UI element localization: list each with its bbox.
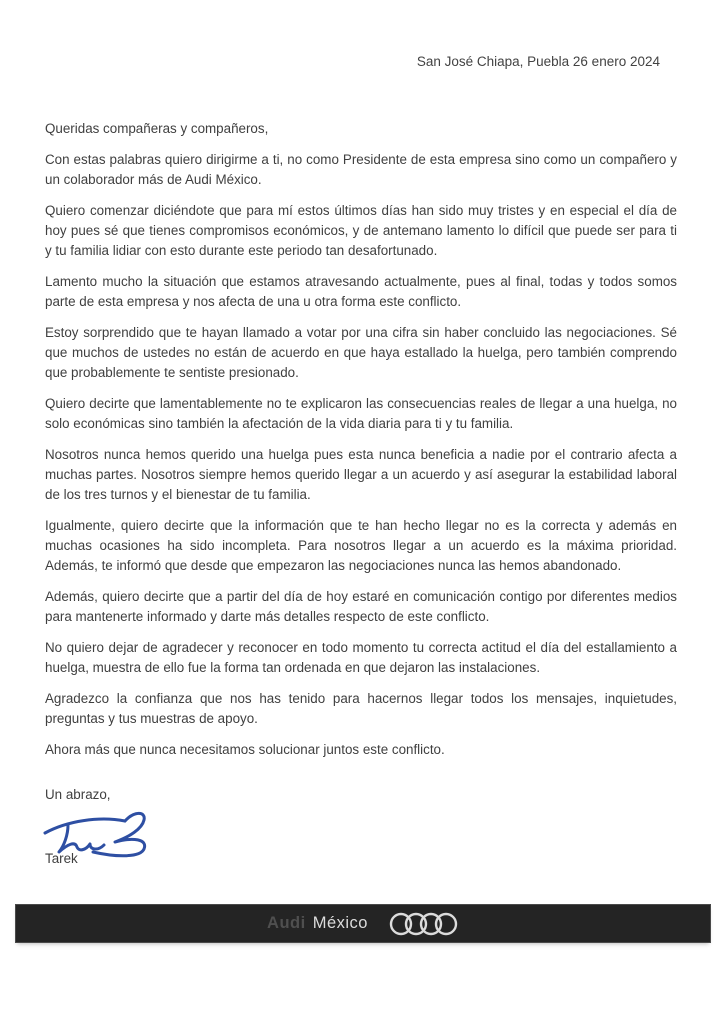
- dateline: San José Chiapa, Puebla 26 enero 2024: [416, 54, 660, 69]
- letter-paragraph: Quiero comenzar diciéndote que para mí estos últimos días han sido muy tristes y en especial el día de hoy pues sé que tienes compromisos económicos, y de antemano lamento lo difícil que puede ser para ti y tu familia lidiar con esto durante este periodo tan desafortunado.: [45, 203, 677, 258]
- footer-brand-bar: [15, 904, 711, 943]
- closing: Un abrazo,: [45, 787, 111, 802]
- letter-paragraph: Ahora más que nunca necesitamos solucionar juntos este conflicto.: [45, 742, 445, 757]
- letter-paragraph: Agradezco la confianza que nos has tenido para hacernos llegar todos los mensajes, inquietudes, preguntas y tus muestras de apoyo.: [45, 691, 677, 726]
- letter-paragraph: No quiero dejar de agradecer y reconocer en todo momento tu correcta actitud el día del estallamiento a huelga, muestra de ello fue la forma tan ordenada en que dejaron las instalaciones.: [45, 640, 677, 675]
- signature-graphic: [41, 806, 677, 854]
- signer-name: Tarek: [45, 851, 78, 866]
- salutation: Queridas compañeras y compañeros,: [45, 121, 269, 136]
- letter-paragraph: Lamento mucho la situación que estamos atravesando actualmente, pues al final, todas y todos somos parte de esta empresa y nos afecta de una u otra forma este conflicto.: [45, 274, 677, 309]
- letter-paragraph: Estoy sorprendido que te hayan llamado a votar por una cifra sin haber concluido las negociaciones. Sé que muchos de ustedes no están de acuerdo en que haya estallado la huelga, pero también comprendo que probablemente te sentiste presionado.: [45, 325, 677, 380]
- letter-content: [45, 0, 677, 869]
- letter-paragraph: Igualmente, quiero decirte que la información que te han hecho llegar no es la correcta y además en muchas ocasiones ha sido incompleta. Para nosotros llegar a un acuerdo es la máxima prioridad. Además, te informó que desde que empezaron las negociaciones nunca las hemos abandonado.: [45, 518, 677, 573]
- letter-paragraph: Nosotros nunca hemos querido una huelga pues esta nunca beneficia a nadie por el contrario afecta a muchas partes. Nosotros siempre hemos querido llegar a un acuerdo y así asegurar la estabilidad laboral de los tres turnos y el bienestar de tu familia.: [45, 447, 677, 502]
- audi-rings-icon: [389, 910, 459, 938]
- letter-body: [45, 150, 677, 760]
- brand-word-audi: Audi: [267, 914, 306, 932]
- brand-word-mexico: México: [312, 914, 368, 932]
- letter-paragraph: Con estas palabras quiero dirigirme a ti, no como Presidente de esta empresa sino como un compañero y un colaborador más de Audi México.: [45, 152, 677, 187]
- letter-paragraph: Además, quiero decirte que a partir del día de hoy estaré en comunicación contigo por diferentes medios para mantenerte informado y darte más detalles respecto de este conflicto.: [45, 589, 677, 624]
- letter-paragraph: Quiero decirte que lamentablemente no te explicaron las consecuencias reales de llegar a una huelga, no solo económicas sino también la afectación de la vida diaria para ti y tu familia.: [45, 396, 677, 431]
